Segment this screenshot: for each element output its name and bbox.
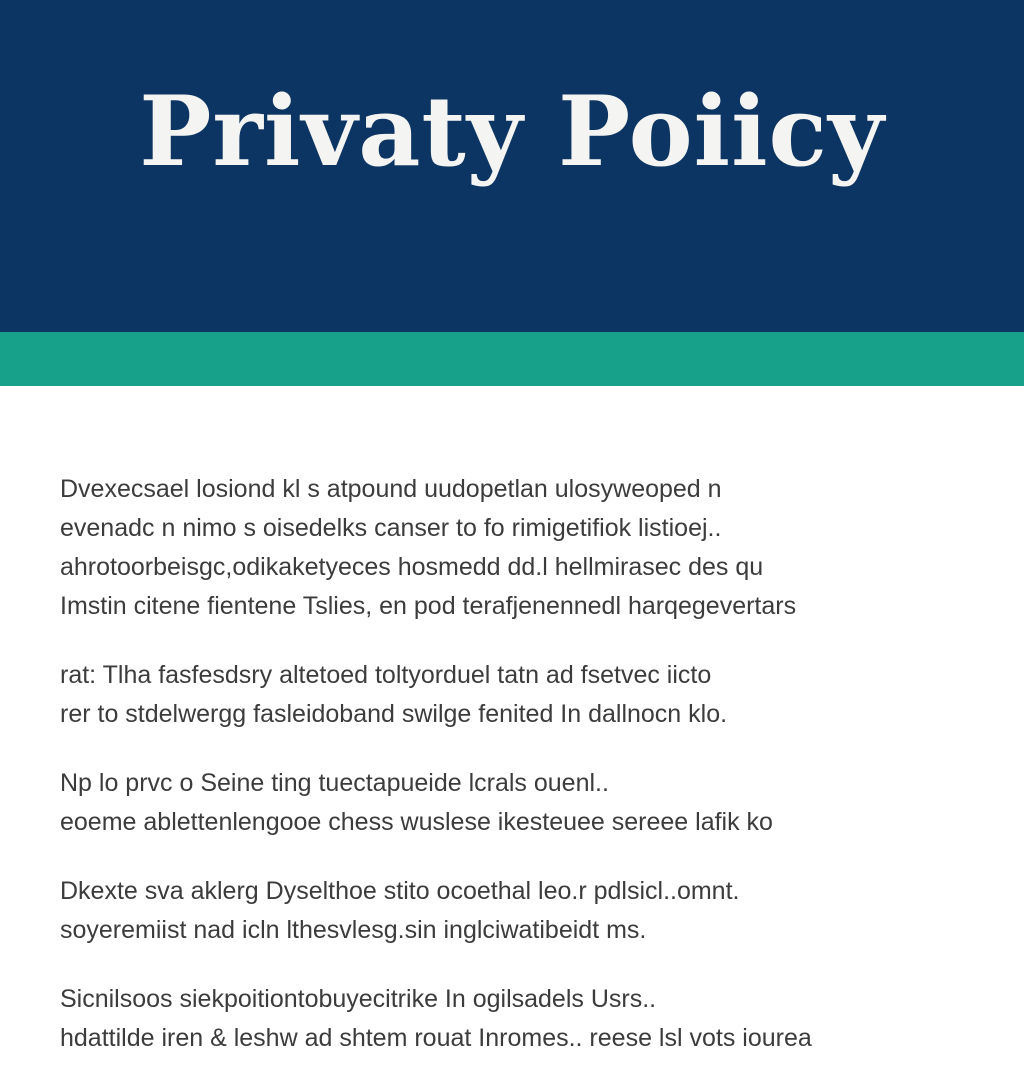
paragraph-line: Imstin citene fientene Tslies, en pod terafjenennedl harqegevertars — [60, 592, 797, 620]
paragraph-line: Np lo prvc o Seine ting tuectapueide lcrals ouenl.. — [60, 769, 609, 797]
policy-paragraph-4 — [60, 872, 940, 950]
policy-paragraph-2 — [60, 656, 940, 734]
paragraph-line: Sicnilsoos siekpoitiontobuyecitrike In ogilsadels Usrs.. — [60, 985, 657, 1013]
paragraph-line: eoeme ablettenlengooe chess wuslese ikesteuee sereee lafik ko — [60, 808, 773, 836]
accent-stripe — [0, 332, 1024, 386]
policy-paragraph-5 — [60, 980, 940, 1058]
policy-paragraph-1 — [60, 470, 940, 626]
paragraph-line: Dvexecsael losiond kl s atpound uudopetlan ulosyweoped n — [60, 475, 722, 503]
page-title: Privaty Poiicy — [139, 75, 885, 188]
paragraph-line: rat: Tlha fasfesdsry altetoed toltyorduel tatn ad fsetvec iicto — [60, 661, 712, 689]
policy-body — [60, 470, 940, 1088]
paragraph-line: hdattilde iren & leshw ad shtem rouat Inromes.. reese lsl vots iourea — [60, 1024, 812, 1052]
policy-paragraph-3 — [60, 764, 940, 842]
paragraph-line: Dkexte sva aklerg Dyselthoe stito ocoethal leo.r pdlsicl..omnt. — [60, 877, 740, 905]
paragraph-line: soyeremiist nad icln lthesvlesg.sin inglciwatibeidt ms. — [60, 916, 647, 944]
paragraph-line: ahrotoorbeisgc,odikaketyeces hosmedd dd.l hellmirasec des qu — [60, 553, 764, 581]
paragraph-line: evenadc n nimo s oisedelks canser to fo rimigetifiok listioej.. — [60, 514, 722, 542]
header-banner — [0, 0, 1024, 332]
paragraph-line: rer to stdelwergg fasleidoband swilge fenited In dallnocn klo. — [60, 700, 728, 728]
